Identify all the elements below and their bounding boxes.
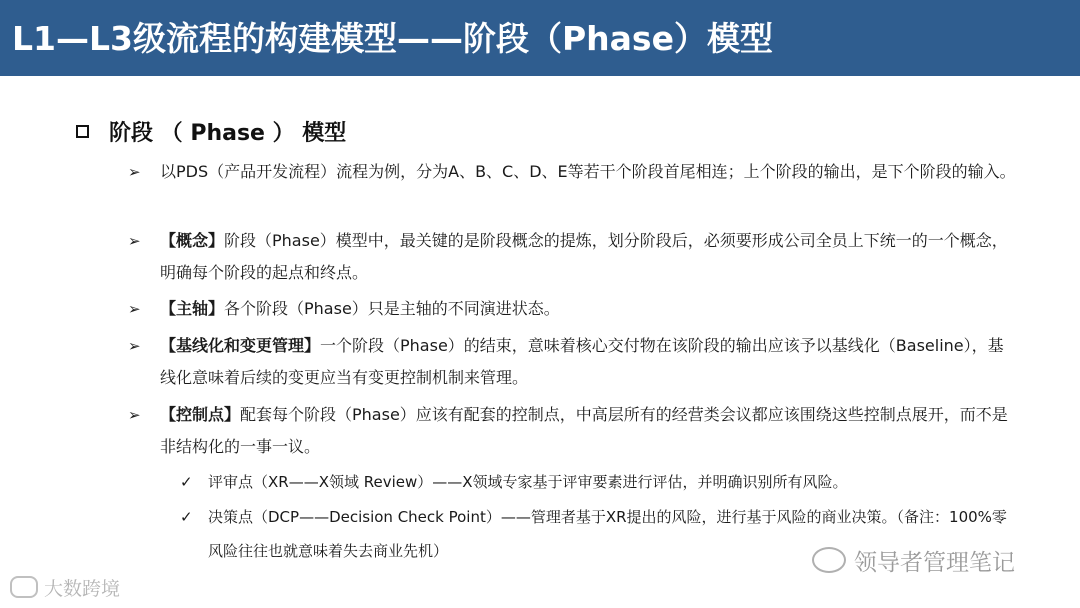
wechat-icon (812, 547, 846, 573)
square-bullet-icon (76, 125, 89, 138)
logo-icon (10, 576, 38, 598)
arrow-bullet-icon: ➢ (128, 163, 141, 181)
arrow-bullet-icon: ➢ (128, 406, 141, 424)
watermark-left-text: 大数跨境 (44, 577, 121, 600)
bullet-item (128, 225, 1018, 289)
bullet-prefix: 【控制点】 (160, 405, 241, 424)
sub-bullet-item (180, 465, 1010, 499)
sub-bullet-text: 决策点（DCP——Decision Check Point）——管理者基于XR提出的风险，进行基于风险的商业决策。（备注：100%零风险往往也就意味着失去商业先机） (208, 508, 1007, 560)
bullet-item (128, 330, 1018, 394)
arrow-bullet-icon: ➢ (128, 300, 141, 318)
bullet-text: 阶段（Phase）模型中，最关键的是阶段概念的提炼，划分阶段后，必须要形成公司全员上下统一的一个概念，明确每个阶段的起点和终点。 (160, 231, 1008, 282)
section-heading (76, 116, 346, 146)
bullet-text: 配套每个阶段（Phase）应该有配套的控制点，中高层所有的经营类会议都应该围绕这些控制点展开，而不是非结构化的一事一议。 (160, 405, 1008, 456)
watermark-right (812, 540, 1015, 580)
watermark-left (10, 572, 120, 602)
bullet-text: 以PDS（产品开发流程）流程为例，分为A、B、C、D、E等若干个阶段首尾相连；上个阶段的输出，是下个阶段的输入。 (160, 162, 1016, 181)
checkmark-icon: ✓ (180, 508, 193, 526)
checkmark-icon: ✓ (180, 473, 193, 491)
page-title: L1—L3级流程的构建模型——阶段（Phase）模型 (12, 19, 773, 58)
watermark-right-text: 领导者管理笔记 (854, 549, 1015, 576)
title-bar (0, 0, 1080, 76)
bullet-prefix: 【主轴】 (160, 299, 225, 318)
bullet-text: 各个阶段（Phase）只是主轴的不同演进状态。 (224, 299, 560, 318)
section-title: 阶段 （ Phase ） 模型 (109, 120, 347, 146)
arrow-bullet-icon: ➢ (128, 337, 141, 355)
bullet-item (128, 156, 1018, 188)
sub-bullet-text: 评审点（XR——X领域 Review）——X领域专家基于评审要素进行评估，并明确识别所有风险。 (208, 473, 848, 491)
arrow-bullet-icon: ➢ (128, 232, 141, 250)
bullet-item (128, 399, 1018, 463)
bullet-prefix: 【基线化和变更管理】 (160, 336, 321, 355)
bullet-prefix: 【概念】 (160, 231, 225, 250)
bullet-text: 一个阶段（Phase）的结束，意味着核心交付物在该阶段的输出应该予以基线化（Baseline），基线化意味着后续的变更应当有变更控制机制来管理。 (160, 336, 1004, 387)
bullet-item (128, 293, 1018, 325)
